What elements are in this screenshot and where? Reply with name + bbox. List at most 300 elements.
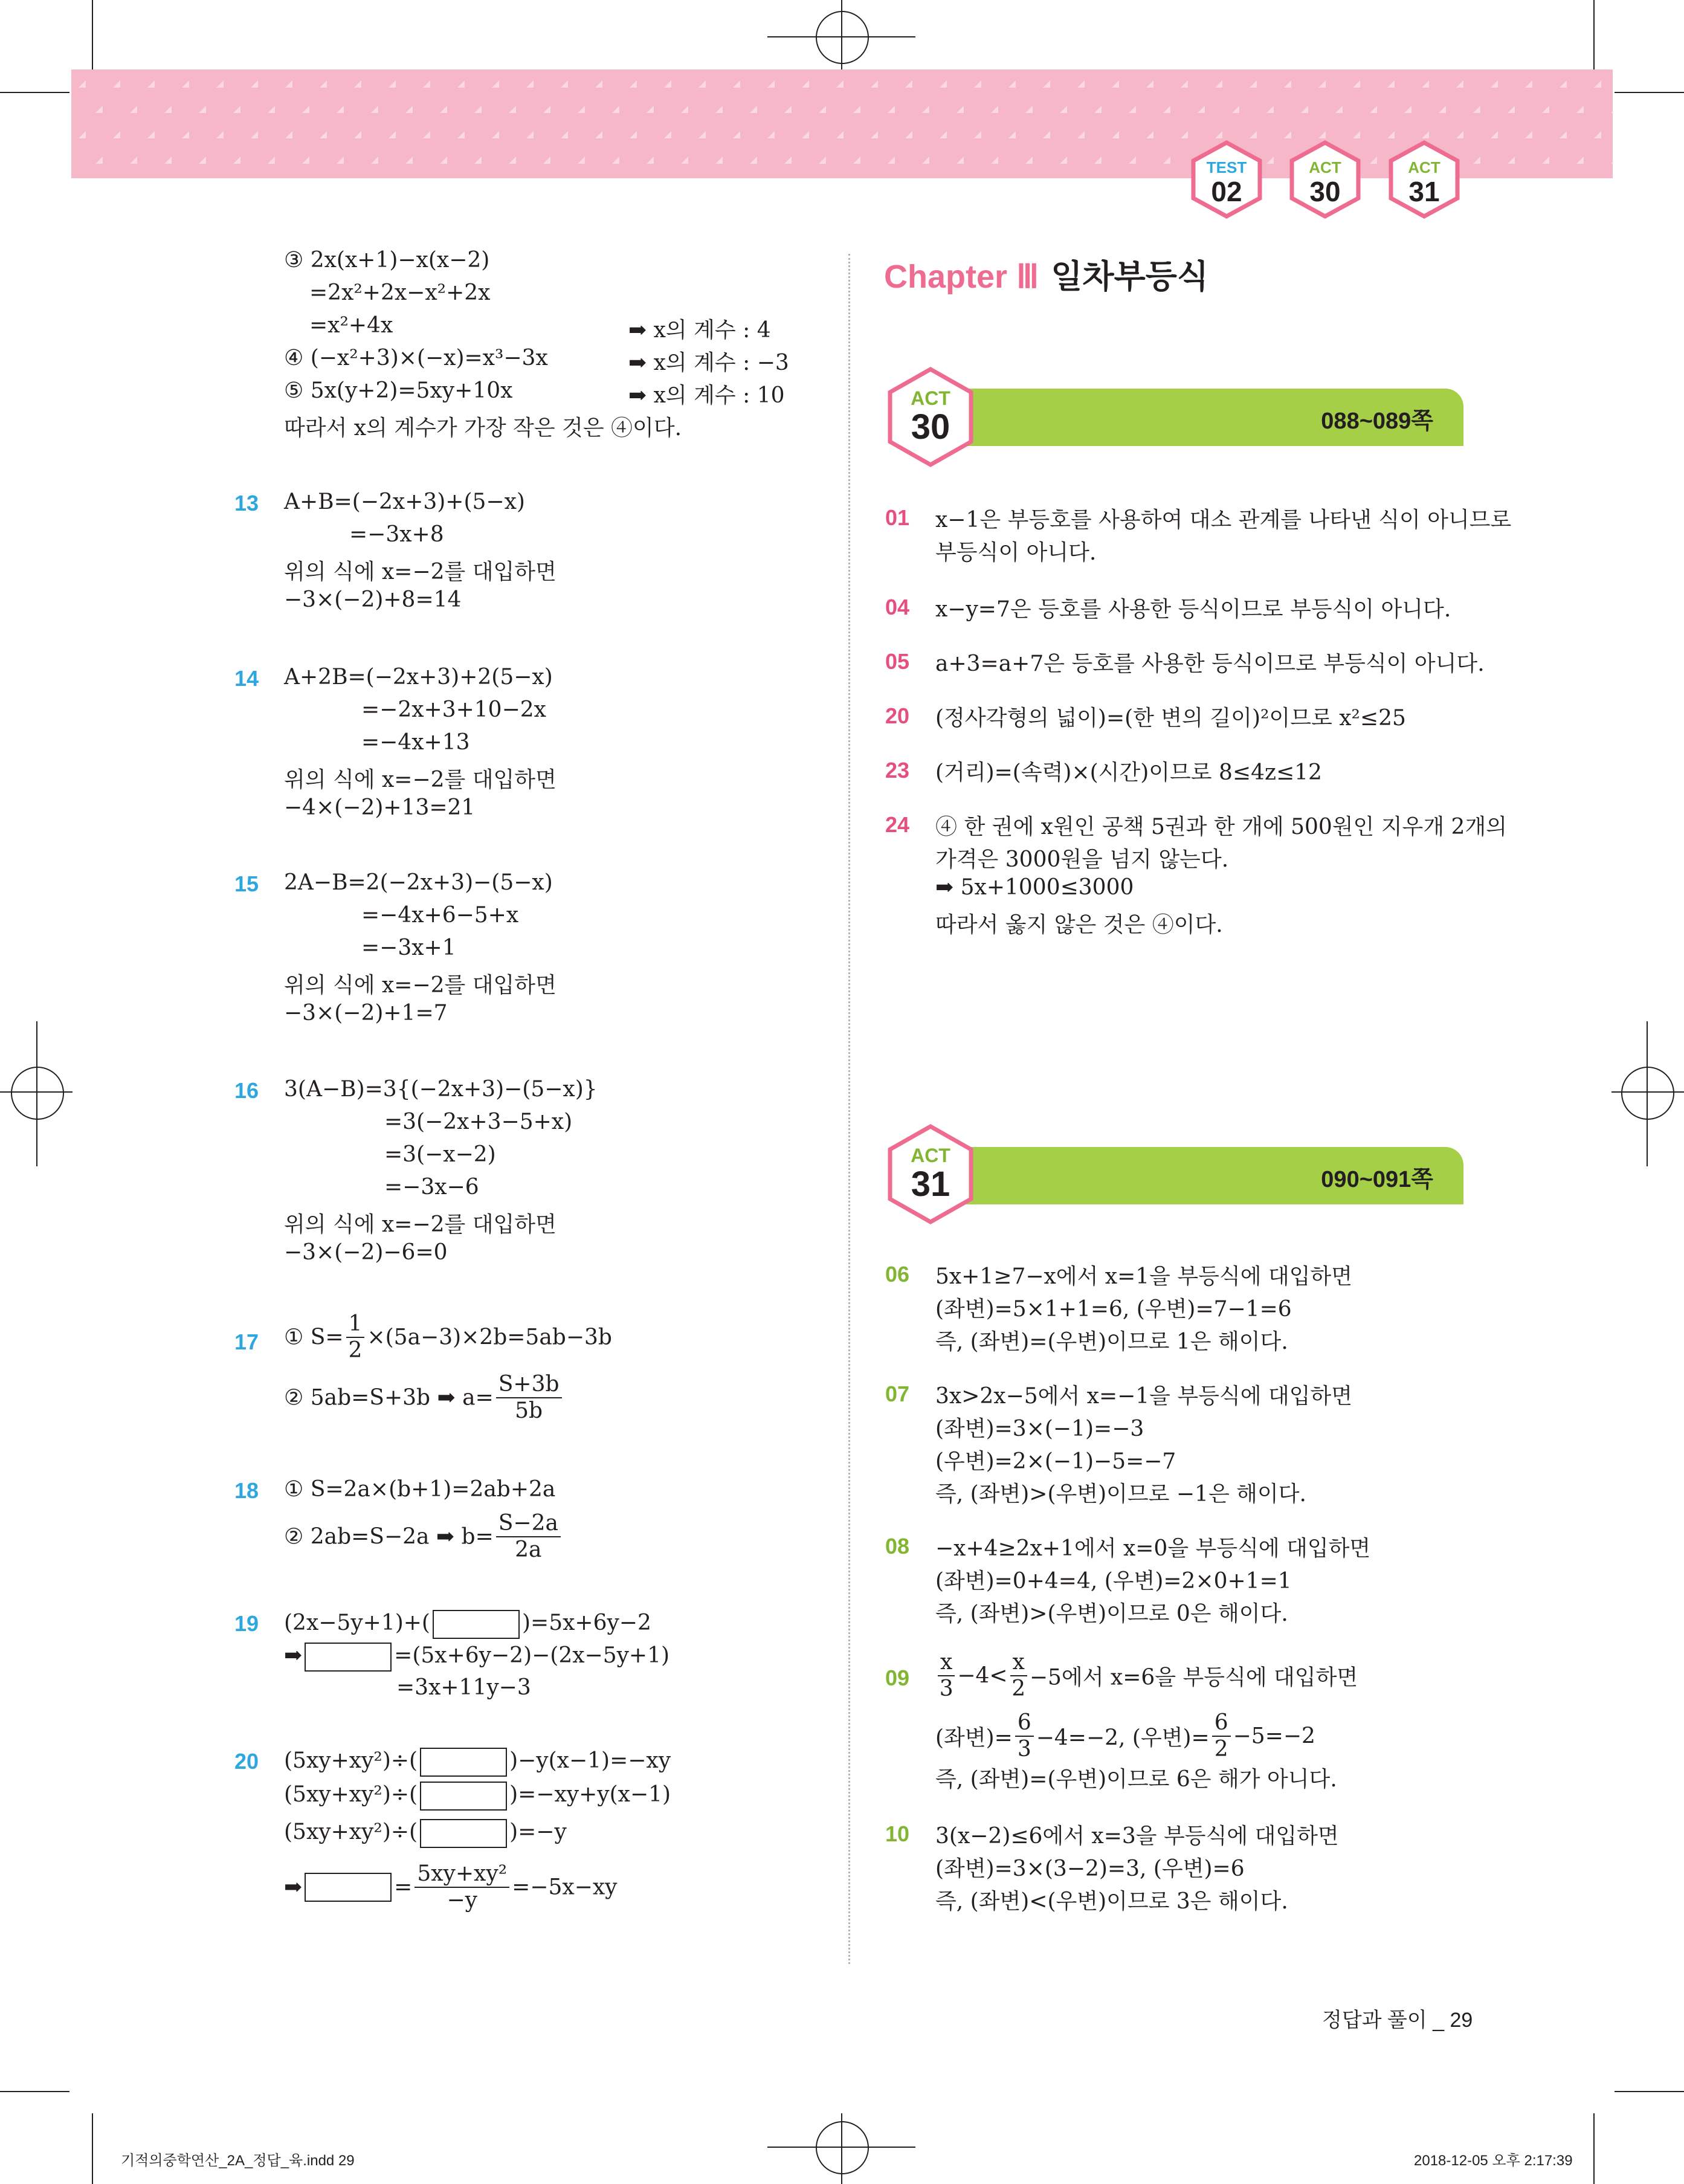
pattern-triangle bbox=[561, 131, 568, 138]
pattern-triangle bbox=[285, 80, 292, 88]
pattern-triangle bbox=[1387, 80, 1395, 88]
pattern-triangle bbox=[1025, 106, 1033, 113]
fraction bbox=[496, 1372, 562, 1424]
crop-mark bbox=[0, 2091, 69, 2092]
pattern-triangle bbox=[1387, 131, 1395, 138]
fraction-numerator: S+3b bbox=[496, 1372, 562, 1398]
math-line: −3×(−2)+8=14 bbox=[284, 587, 462, 612]
pattern-triangle bbox=[405, 157, 413, 164]
fraction-numerator: x bbox=[938, 1650, 955, 1676]
math-line: =−2x+3+10−2x bbox=[361, 697, 546, 722]
fraction-numerator: 6 bbox=[1212, 1710, 1231, 1737]
math-text: −5=−2 bbox=[1233, 1724, 1315, 1749]
answer-line: −x+4≥2x+1에서 x=0을 부등식에 대입하면 bbox=[935, 1536, 1371, 1561]
pattern-triangle bbox=[1594, 131, 1601, 138]
badge-kind: ACT bbox=[1408, 158, 1440, 176]
math-line: 위의 식에 x=−2를 대입하면 bbox=[284, 767, 556, 792]
act-number: 30 bbox=[911, 407, 950, 447]
crop-mark bbox=[1593, 0, 1595, 69]
pattern-triangle bbox=[1456, 80, 1463, 88]
problem-number: 06 bbox=[885, 1262, 910, 1287]
pattern-triangle bbox=[1422, 131, 1429, 138]
pattern-triangle bbox=[1576, 106, 1584, 113]
problem-number: 14 bbox=[234, 666, 259, 691]
answer-line: ➡ 5x+1000≤3000 bbox=[935, 875, 1134, 900]
pattern-triangle bbox=[578, 106, 585, 113]
pattern-triangle bbox=[1404, 106, 1411, 113]
math-text: )=−y bbox=[509, 1820, 567, 1844]
math-text: (5xy+xy²)÷( bbox=[284, 1748, 418, 1773]
pattern-triangle bbox=[371, 157, 378, 164]
math-text: ② 2ab=S−2a ➡ b= bbox=[284, 1524, 494, 1549]
fraction-denominator: 2 bbox=[348, 1338, 363, 1363]
pattern-triangle bbox=[630, 80, 637, 88]
math-line: A+2B=(−2x+3)+2(5−x) bbox=[284, 665, 553, 690]
pattern-triangle bbox=[1594, 80, 1601, 88]
pattern-triangle bbox=[199, 106, 206, 113]
pattern-triangle bbox=[1456, 131, 1463, 138]
problem-number: 01 bbox=[885, 505, 910, 530]
math-line bbox=[284, 1610, 651, 1639]
pattern-triangle bbox=[819, 157, 826, 164]
math-line: =−4x+6−5+x bbox=[361, 903, 519, 928]
pattern-triangle bbox=[1129, 106, 1136, 113]
answer-line: 가격은 3000원을 넘지 않는다. bbox=[935, 847, 1229, 872]
pattern-triangle bbox=[836, 131, 844, 138]
pattern-triangle bbox=[1146, 131, 1153, 138]
pattern-triangle bbox=[371, 106, 378, 113]
problem-number: 15 bbox=[234, 871, 259, 896]
conclusion-line: 따라서 x의 계수가 가장 작은 것은 ④이다. bbox=[284, 416, 682, 441]
math-line: −3×(−2)+1=7 bbox=[284, 1001, 448, 1026]
registration-mark bbox=[816, 2121, 869, 2174]
answer-blank-box bbox=[305, 1643, 392, 1672]
problem-number: 17 bbox=[234, 1329, 259, 1354]
pattern-triangle bbox=[1198, 106, 1205, 113]
pattern-triangle bbox=[1250, 80, 1257, 88]
fraction-denominator: 2a bbox=[515, 1537, 542, 1562]
pattern-triangle bbox=[1284, 131, 1291, 138]
pattern-triangle bbox=[457, 80, 465, 88]
pattern-triangle bbox=[578, 157, 585, 164]
math-line: 위의 식에 x=−2를 대입하면 bbox=[284, 1212, 556, 1237]
pattern-triangle bbox=[1473, 157, 1480, 164]
pattern-triangle bbox=[526, 131, 534, 138]
pattern-triangle bbox=[337, 106, 344, 113]
pattern-triangle bbox=[905, 131, 912, 138]
pattern-triangle bbox=[1094, 106, 1102, 113]
fraction-denominator: 3 bbox=[939, 1676, 953, 1701]
math-text: ① S= bbox=[284, 1325, 344, 1350]
pattern-triangle bbox=[1611, 157, 1613, 164]
pattern-triangle bbox=[1215, 131, 1222, 138]
pattern-triangle bbox=[1181, 80, 1188, 88]
pattern-triangle bbox=[509, 157, 516, 164]
pattern-triangle bbox=[113, 80, 120, 88]
pattern-triangle bbox=[543, 157, 550, 164]
math-line bbox=[284, 1819, 567, 1848]
pattern-triangle bbox=[147, 131, 155, 138]
pattern-triangle bbox=[216, 80, 224, 88]
pattern-triangle bbox=[1473, 106, 1480, 113]
pattern-triangle bbox=[1542, 106, 1549, 113]
pattern-triangle bbox=[440, 157, 447, 164]
pattern-triangle bbox=[871, 80, 878, 88]
act-30-bar bbox=[931, 389, 1463, 446]
pattern-triangle bbox=[784, 106, 792, 113]
math-text: (5xy+xy²)÷( bbox=[284, 1820, 418, 1844]
pattern-triangle bbox=[1353, 80, 1360, 88]
pattern-triangle bbox=[79, 131, 86, 138]
answer-line: 3x>2x−5에서 x=−1을 부등식에 대입하면 bbox=[935, 1384, 1353, 1409]
act-31-bar bbox=[931, 1147, 1463, 1204]
math-line: A+B=(−2x+3)+(5−x) bbox=[284, 489, 525, 514]
answer-line: 따라서 옳지 않은 것은 ④이다. bbox=[935, 913, 1223, 937]
math-line bbox=[284, 1372, 564, 1424]
crop-mark bbox=[1615, 92, 1684, 93]
math-line: =2x²+2x−x²+2x bbox=[309, 280, 491, 305]
badge-kind: TEST bbox=[1206, 158, 1247, 176]
crop-mark bbox=[1615, 2091, 1684, 2092]
pattern-triangle bbox=[733, 80, 740, 88]
problem-number: 13 bbox=[234, 491, 259, 515]
pattern-triangle bbox=[1112, 80, 1119, 88]
math-line: ③ 2x(x+1)−x(x−2) bbox=[284, 248, 490, 273]
pattern-triangle bbox=[853, 157, 860, 164]
pattern-triangle bbox=[1335, 106, 1343, 113]
pattern-triangle bbox=[784, 157, 792, 164]
badge-test-02 bbox=[1187, 140, 1266, 219]
registration-mark bbox=[11, 1067, 64, 1120]
answer-line: x−1은 부등호를 사용하여 대소 관계를 나타낸 식이 아니므로 bbox=[935, 508, 1512, 532]
note-line: ➡ x의 계수 : −3 bbox=[628, 351, 789, 375]
fraction-numerator: 6 bbox=[1015, 1710, 1034, 1737]
note-line: ➡ x의 계수 : 10 bbox=[628, 383, 785, 408]
pattern-triangle bbox=[509, 106, 516, 113]
math-line: ⑤ 5x(y+2)=5xy+10x bbox=[284, 378, 513, 403]
pattern-triangle bbox=[922, 106, 929, 113]
pattern-triangle bbox=[147, 80, 155, 88]
pattern-triangle bbox=[492, 131, 499, 138]
pattern-triangle bbox=[302, 157, 309, 164]
pattern-triangle bbox=[268, 106, 275, 113]
pattern-triangle bbox=[888, 106, 895, 113]
print-timestamp: 2018-12-05 오후 2:17:39 bbox=[1414, 2153, 1573, 2169]
math-text: = bbox=[394, 1875, 413, 1900]
pattern-triangle bbox=[974, 80, 981, 88]
chapter-title: 일차부등식 bbox=[1051, 259, 1209, 295]
math-line: =3x+11y−3 bbox=[396, 1675, 531, 1700]
answer-line: (거리)=(속력)×(시간)이므로 8≤4z≤12 bbox=[935, 760, 1322, 785]
pattern-triangle bbox=[888, 157, 895, 164]
pattern-triangle bbox=[664, 80, 671, 88]
pattern-triangle bbox=[1094, 157, 1102, 164]
math-line: =−4x+13 bbox=[361, 730, 470, 755]
math-line: =3(−2x+3−5+x) bbox=[384, 1110, 573, 1134]
problem-number: 05 bbox=[885, 649, 910, 674]
answer-line: x−y=7은 등호를 사용한 등식이므로 부등식이 아니다. bbox=[935, 597, 1451, 622]
column-divider bbox=[848, 254, 850, 1964]
pattern-triangle bbox=[750, 106, 757, 113]
pattern-triangle bbox=[940, 80, 947, 88]
problem-number: 10 bbox=[885, 1821, 910, 1846]
badge-kind: ACT bbox=[1309, 158, 1341, 176]
pattern-triangle bbox=[561, 80, 568, 88]
pattern-triangle bbox=[526, 80, 534, 88]
pattern-triangle bbox=[974, 131, 981, 138]
pattern-triangle bbox=[474, 106, 482, 113]
arrow-icon: ➡ bbox=[284, 1643, 303, 1668]
pattern-triangle bbox=[79, 80, 86, 88]
math-text: )=5x+6y−2 bbox=[521, 1611, 651, 1635]
math-text: =(5x+6y−2)−(2x−5y+1) bbox=[394, 1643, 670, 1668]
pattern-triangle bbox=[630, 131, 637, 138]
pattern-triangle bbox=[1422, 80, 1429, 88]
fraction bbox=[415, 1861, 509, 1913]
pattern-triangle bbox=[1508, 157, 1515, 164]
math-text: −4=−2, (우변)= bbox=[1036, 1725, 1210, 1751]
problem-number: 09 bbox=[885, 1665, 910, 1690]
pattern-triangle bbox=[612, 157, 619, 164]
fraction bbox=[1010, 1650, 1027, 1702]
answer-line bbox=[935, 1710, 1315, 1762]
pattern-triangle bbox=[164, 157, 172, 164]
registration-mark-line bbox=[841, 0, 842, 69]
math-line: −3×(−2)−6=0 bbox=[284, 1240, 448, 1265]
pattern-triangle bbox=[320, 131, 327, 138]
pattern-triangle bbox=[423, 80, 430, 88]
pattern-triangle bbox=[182, 131, 189, 138]
chapter-heading bbox=[884, 251, 1208, 297]
crop-mark bbox=[0, 92, 69, 93]
badge-number: 31 bbox=[1408, 176, 1440, 207]
pattern-triangle bbox=[802, 131, 809, 138]
fraction-numerator: 5xy+xy² bbox=[415, 1861, 509, 1888]
pattern-triangle bbox=[922, 157, 929, 164]
answer-line: 3(x−2)≤6에서 x=3을 부등식에 대입하면 bbox=[935, 1824, 1339, 1849]
math-line: =x²+4x bbox=[309, 313, 393, 338]
problem-number: 20 bbox=[234, 1749, 259, 1774]
fraction bbox=[346, 1311, 365, 1363]
pattern-triangle bbox=[1232, 106, 1239, 113]
pattern-triangle bbox=[1525, 131, 1532, 138]
answer-line: ④ 한 권에 x원인 공책 5권과 한 개에 500원인 지우개 2개의 bbox=[935, 815, 1508, 839]
problem-number: 04 bbox=[885, 595, 910, 619]
answer-line: (좌변)=0+4=4, (우변)=2×0+1=1 bbox=[935, 1569, 1292, 1594]
pattern-triangle bbox=[802, 80, 809, 88]
answer-blank-box bbox=[420, 1819, 507, 1848]
answer-line: 즉, (좌변)=(우변)이므로 1은 해이다. bbox=[935, 1329, 1288, 1354]
fraction bbox=[1015, 1710, 1034, 1762]
pattern-triangle bbox=[1008, 131, 1016, 138]
pattern-triangle bbox=[164, 106, 172, 113]
pattern-triangle bbox=[182, 80, 189, 88]
fraction-denominator: −y bbox=[447, 1888, 477, 1913]
pattern-triangle bbox=[940, 131, 947, 138]
fraction-numerator: x bbox=[1010, 1650, 1027, 1676]
act-30-badge bbox=[885, 366, 976, 468]
pattern-triangle bbox=[95, 157, 103, 164]
pattern-triangle bbox=[767, 80, 775, 88]
pattern-triangle bbox=[1060, 157, 1067, 164]
problem-number: 07 bbox=[885, 1381, 910, 1406]
math-line: 3(A−B)=3{(−2x+3)−(5−x)} bbox=[284, 1077, 598, 1102]
fraction-numerator: 1 bbox=[346, 1311, 365, 1338]
pattern-triangle bbox=[1250, 131, 1257, 138]
math-text: )=−xy+y(x−1) bbox=[509, 1782, 671, 1807]
pattern-triangle bbox=[1491, 131, 1498, 138]
pattern-triangle bbox=[1318, 131, 1326, 138]
pattern-triangle bbox=[1611, 106, 1613, 113]
math-line bbox=[284, 1782, 671, 1811]
answer-line: 즉, (좌변)>(우변)이므로 −1은 해이다. bbox=[935, 1482, 1306, 1507]
pattern-triangle bbox=[233, 106, 240, 113]
math-line bbox=[284, 1861, 617, 1913]
math-text: =−5x−xy bbox=[512, 1875, 618, 1900]
pattern-triangle bbox=[354, 131, 361, 138]
pattern-triangle bbox=[733, 131, 740, 138]
note-line: ➡ x의 계수 : 4 bbox=[628, 318, 771, 343]
math-line: =−3x+1 bbox=[361, 935, 456, 960]
pattern-triangle bbox=[767, 131, 775, 138]
pattern-triangle bbox=[216, 131, 224, 138]
pattern-triangle bbox=[1508, 106, 1515, 113]
registration-mark-line bbox=[1647, 1021, 1648, 1166]
answer-line: a+3=a+7은 등호를 사용한 등식이므로 부등식이 아니다. bbox=[935, 651, 1485, 676]
pattern-triangle bbox=[1525, 80, 1532, 88]
pattern-triangle bbox=[664, 131, 671, 138]
answer-blank-box bbox=[420, 1782, 507, 1811]
pattern-triangle bbox=[957, 157, 964, 164]
fraction-denominator: 5b bbox=[515, 1398, 543, 1423]
pattern-triangle bbox=[1215, 80, 1222, 88]
math-line: ④ (−x²+3)×(−x)=x³−3x bbox=[284, 346, 548, 370]
pattern-triangle bbox=[389, 131, 396, 138]
pattern-triangle bbox=[457, 131, 465, 138]
pattern-triangle bbox=[853, 106, 860, 113]
pattern-triangle bbox=[819, 106, 826, 113]
pattern-triangle bbox=[1077, 80, 1085, 88]
math-text: ×(5a−3)×2b=5ab−3b bbox=[367, 1325, 612, 1350]
pattern-triangle bbox=[715, 157, 723, 164]
fraction-denominator: 2 bbox=[1214, 1737, 1228, 1762]
pattern-triangle bbox=[1491, 80, 1498, 88]
pattern-triangle bbox=[543, 106, 550, 113]
pattern-triangle bbox=[130, 157, 137, 164]
math-text: (5xy+xy²)÷( bbox=[284, 1782, 418, 1807]
math-text: (2x−5y+1)+( bbox=[284, 1611, 430, 1635]
pattern-triangle bbox=[440, 106, 447, 113]
registration-mark-line bbox=[1611, 1091, 1684, 1093]
answer-line bbox=[935, 1650, 1358, 1702]
math-text: −5에서 x=6을 부등식에 대입하면 bbox=[1029, 1665, 1358, 1690]
math-line bbox=[284, 1748, 671, 1777]
answer-blank-box bbox=[433, 1610, 520, 1639]
chapter-prefix: Chapter Ⅲ bbox=[884, 259, 1039, 295]
pattern-triangle bbox=[423, 131, 430, 138]
pattern-triangle bbox=[1318, 80, 1326, 88]
pattern-triangle bbox=[991, 106, 998, 113]
pattern-triangle bbox=[1353, 131, 1360, 138]
fraction-denominator: 2 bbox=[1011, 1676, 1026, 1701]
problem-number: 20 bbox=[885, 703, 910, 728]
registration-mark bbox=[1621, 1067, 1674, 1120]
pattern-triangle bbox=[268, 157, 275, 164]
answer-line: 5x+1≥7−x에서 x=1을 부등식에 대입하면 bbox=[935, 1264, 1353, 1289]
math-text: −4< bbox=[957, 1663, 1008, 1688]
math-line: 위의 식에 x=−2를 대입하면 bbox=[284, 560, 556, 584]
pattern-triangle bbox=[750, 157, 757, 164]
pattern-triangle bbox=[595, 131, 602, 138]
pattern-triangle bbox=[285, 131, 292, 138]
pattern-triangle bbox=[836, 80, 844, 88]
crop-mark bbox=[1593, 2113, 1595, 2184]
act-number: 31 bbox=[911, 1165, 950, 1204]
answer-line: 즉, (좌변)=(우변)이므로 6은 해가 아니다. bbox=[935, 1767, 1337, 1792]
fraction-denominator: 3 bbox=[1017, 1737, 1031, 1762]
pattern-triangle bbox=[595, 80, 602, 88]
fraction-numerator: S−2a bbox=[496, 1511, 561, 1537]
act-kind: ACT bbox=[911, 387, 950, 409]
pattern-triangle bbox=[320, 80, 327, 88]
pattern-triangle bbox=[95, 106, 103, 113]
pattern-triangle bbox=[337, 157, 344, 164]
pattern-triangle bbox=[1077, 131, 1085, 138]
pattern-triangle bbox=[1370, 106, 1377, 113]
fraction bbox=[1212, 1710, 1231, 1762]
pattern-triangle bbox=[612, 106, 619, 113]
pattern-triangle bbox=[698, 80, 706, 88]
problem-number: 16 bbox=[234, 1078, 259, 1103]
pattern-triangle bbox=[405, 106, 413, 113]
arrow-icon: ➡ bbox=[284, 1875, 303, 1900]
answer-blank-box bbox=[305, 1873, 392, 1902]
pattern-triangle bbox=[1129, 157, 1136, 164]
answer-line: 즉, (좌변)>(우변)이므로 0은 해이다. bbox=[935, 1601, 1288, 1626]
pattern-triangle bbox=[130, 106, 137, 113]
pattern-triangle bbox=[1560, 80, 1567, 88]
math-line: =−3x+8 bbox=[349, 522, 444, 547]
pattern-triangle bbox=[1266, 106, 1274, 113]
math-line bbox=[284, 1311, 612, 1363]
problem-number: 24 bbox=[885, 812, 910, 837]
pattern-triangle bbox=[233, 157, 240, 164]
problem-number: 19 bbox=[234, 1611, 259, 1636]
pattern-triangle bbox=[474, 157, 482, 164]
pattern-triangle bbox=[1043, 80, 1050, 88]
math-text: )−y(x−1)=−xy bbox=[509, 1748, 671, 1773]
pattern-triangle bbox=[1560, 131, 1567, 138]
pattern-triangle bbox=[251, 131, 258, 138]
pattern-triangle bbox=[302, 106, 309, 113]
math-line: −4×(−2)+13=21 bbox=[284, 795, 476, 820]
registration-mark-line bbox=[36, 1021, 37, 1166]
pattern-triangle bbox=[1439, 106, 1446, 113]
page-range: 090~091쪽 bbox=[1321, 1167, 1433, 1192]
pattern-triangle bbox=[1163, 157, 1170, 164]
registration-mark-line bbox=[841, 2113, 842, 2184]
pattern-triangle bbox=[871, 131, 878, 138]
answer-line: 부등식이 아니다. bbox=[935, 540, 1097, 565]
pattern-triangle bbox=[1060, 106, 1067, 113]
pattern-triangle bbox=[1146, 80, 1153, 88]
crop-mark bbox=[92, 0, 93, 69]
pattern-triangle bbox=[389, 80, 396, 88]
badge-act-31 bbox=[1385, 140, 1463, 219]
badge-number: 30 bbox=[1309, 176, 1341, 207]
pattern-triangle bbox=[1025, 157, 1033, 164]
badge-act-30 bbox=[1286, 140, 1364, 219]
